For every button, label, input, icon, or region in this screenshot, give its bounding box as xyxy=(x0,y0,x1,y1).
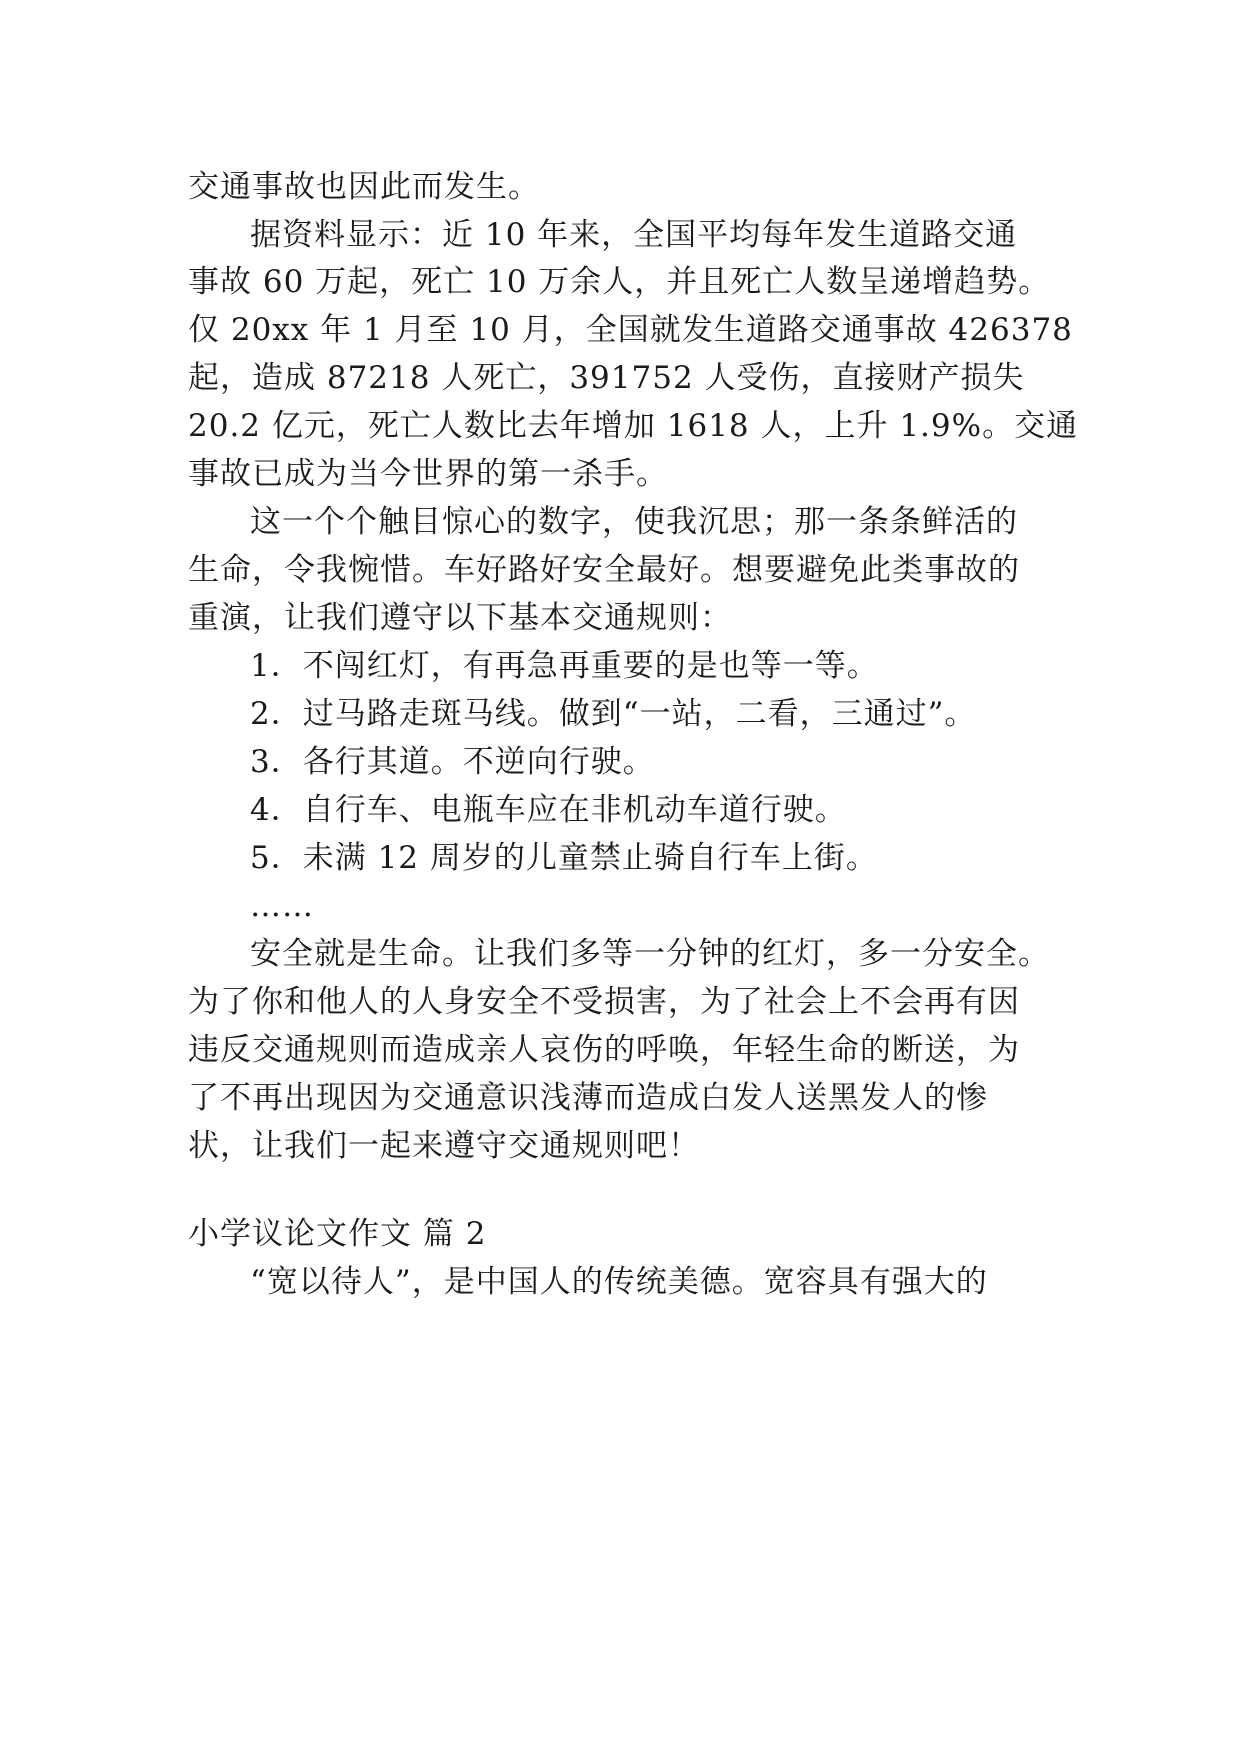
rule-item: 1．不闯红灯，有再急再重要的是也等一等。 xyxy=(250,648,879,684)
ellipsis: …… xyxy=(250,888,314,924)
paragraph-line: 违反交通规则而造成亲人哀伤的呼唤，年轻生命的断送，为 xyxy=(188,1032,1020,1068)
rule-item: 3．各行其道。不逆向行驶。 xyxy=(250,744,655,780)
paragraph-line: 事故 60 万起，死亡 10 万余人，并且死亡人数呈递增趋势。 xyxy=(188,264,1051,300)
section-heading: 小学议论文作文 篇 2 xyxy=(188,1216,487,1252)
paragraph-line: “宽以待人”，是中国人的传统美德。宽容具有强大的 xyxy=(250,1264,988,1300)
paragraph-line: 重演，让我们遵守以下基本交通规则： xyxy=(188,600,732,636)
paragraph-line: 仅 20xx 年 1 月至 10 月，全国就发生道路交通事故 426378 xyxy=(188,312,1073,348)
paragraph-line: 了不再出现因为交通意识浅薄而造成白发人送黑发人的惨 xyxy=(188,1080,988,1116)
rule-item: 2．过马路走斑马线。做到“一站，二看，三通过”。 xyxy=(250,696,977,732)
paragraph-line: 据资料显示：近 10 年来，全国平均每年发生道路交通 xyxy=(250,217,1018,253)
paragraph-line: 安全就是生命。让我们多等一分钟的红灯，多一分安全。 xyxy=(250,936,1050,972)
paragraph-line: 事故已成为当今世界的第一杀手。 xyxy=(188,456,668,492)
paragraph-line: 交通事故也因此而发生。 xyxy=(188,169,540,205)
paragraph-line: 起，造成 87218 人死亡，391752 人受伤，直接财产损失 xyxy=(188,360,1025,396)
paragraph-line: 状，让我们一起来遵守交通规则吧！ xyxy=(188,1128,700,1164)
rule-item: 4．自行车、电瓶车应在非机动车道行驶。 xyxy=(250,792,847,828)
paragraph-line: 这一个个触目惊心的数字，使我沉思；那一条条鲜活的 xyxy=(250,504,1018,540)
paragraph-line: 20.2 亿元，死亡人数比去年增加 1618 人，上升 1.9%。交通 xyxy=(188,408,1079,444)
rule-item: 5．未满 12 周岁的儿童禁止骑自行车上街。 xyxy=(250,840,878,876)
paragraph-line: 为了你和他人的人身安全不受损害，为了社会上不会再有因 xyxy=(188,984,1020,1020)
paragraph-line: 生命，令我惋惜。车好路好安全最好。想要避免此类事故的 xyxy=(188,552,1020,588)
